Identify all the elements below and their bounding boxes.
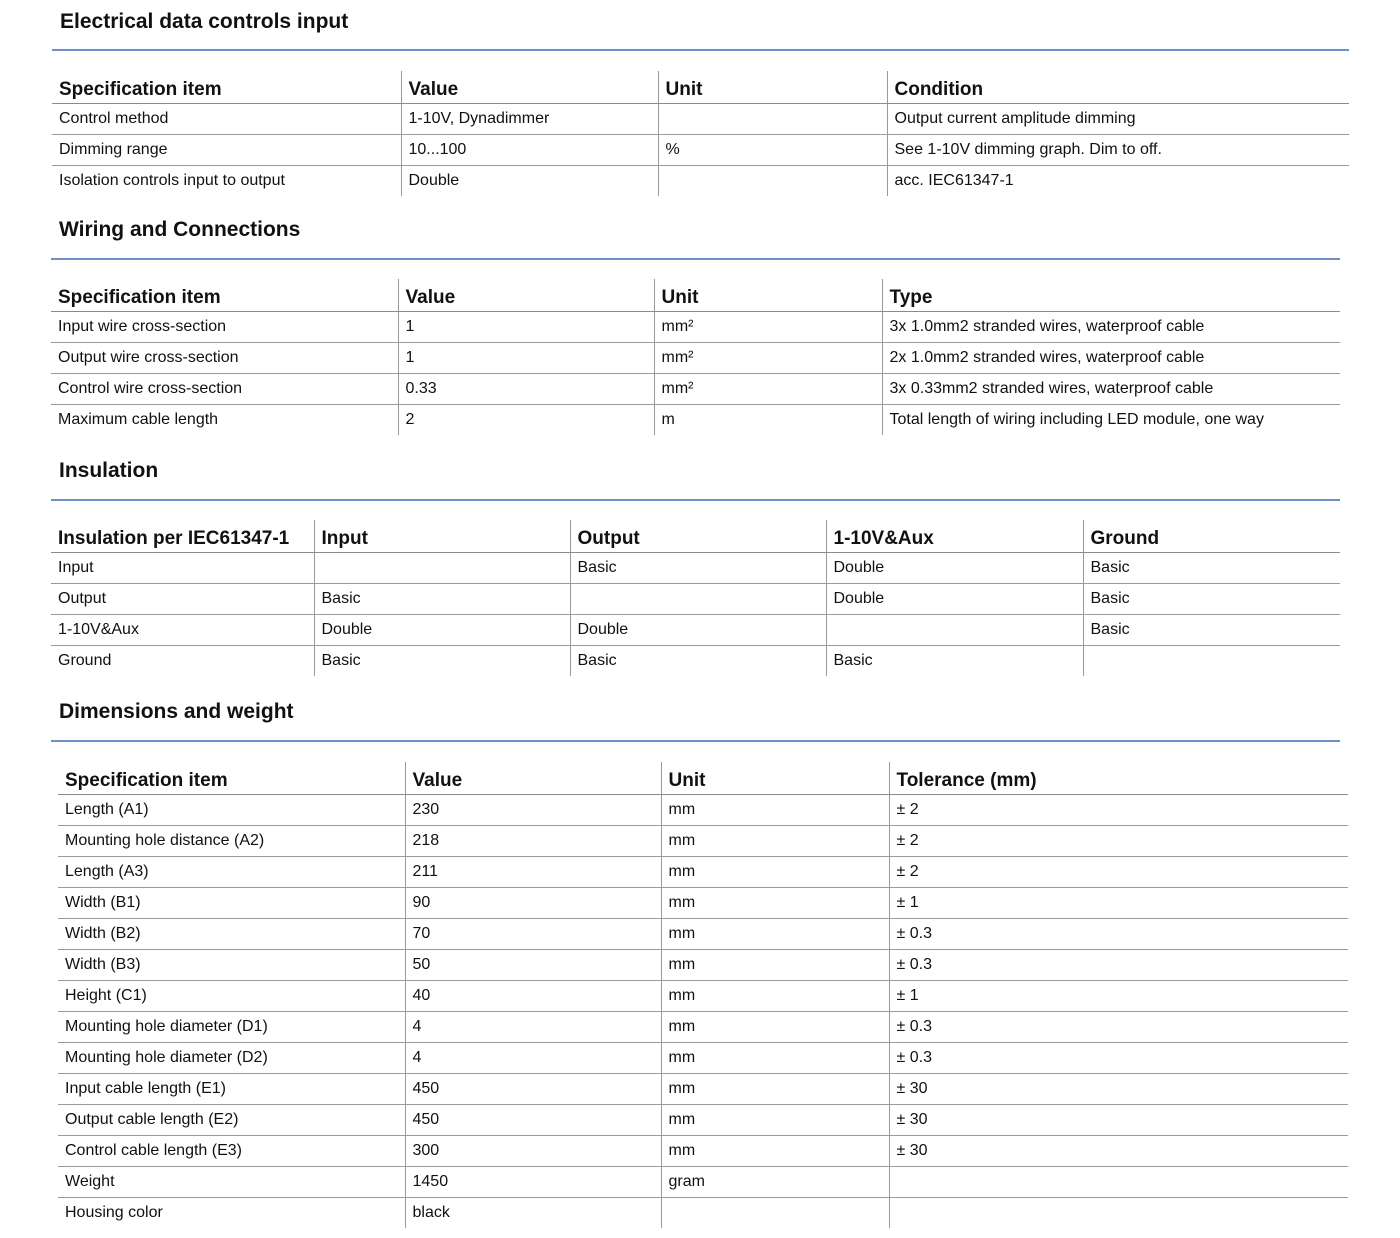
table-cell: 4 bbox=[405, 1043, 661, 1074]
table-header-row bbox=[58, 762, 1348, 795]
section-title: Insulation bbox=[59, 459, 159, 482]
column-header: Specification item bbox=[51, 279, 398, 312]
table-row bbox=[58, 1167, 1348, 1198]
table-cell: 4 bbox=[405, 1012, 661, 1043]
table-cell: acc. IEC61347-1 bbox=[887, 166, 1349, 197]
table-cell: mm bbox=[661, 1074, 889, 1105]
table-cell: mm² bbox=[654, 312, 882, 343]
table-cell: ± 2 bbox=[889, 795, 1348, 826]
column-header: 1-10V&Aux bbox=[826, 520, 1083, 553]
table-cell bbox=[889, 1198, 1348, 1229]
table-cell bbox=[826, 615, 1083, 646]
table-row bbox=[58, 950, 1348, 981]
table-cell: Mounting hole diameter (D1) bbox=[58, 1012, 405, 1043]
table-cell: % bbox=[658, 135, 887, 166]
column-header: Specification item bbox=[52, 71, 401, 104]
table-cell: Maximum cable length bbox=[58, 411, 219, 428]
table-cell bbox=[314, 553, 570, 584]
insulation-table bbox=[51, 520, 1340, 676]
column-header: Ground bbox=[1083, 520, 1340, 553]
section-divider bbox=[51, 499, 1340, 501]
section-divider bbox=[51, 258, 1340, 260]
table-cell: Total length of wiring including LED module, one way bbox=[882, 405, 1340, 436]
column-header: Type bbox=[882, 279, 1340, 312]
table-cell: Dimming range bbox=[52, 135, 401, 166]
table-cell: 3x 1.0mm2 stranded wires, waterproof cable bbox=[882, 312, 1340, 343]
table-cell: ± 0.3 bbox=[889, 1012, 1348, 1043]
table-cell: mm bbox=[661, 1105, 889, 1136]
column-header: Unit bbox=[654, 279, 882, 312]
table-cell: gram bbox=[661, 1167, 889, 1198]
table-cell: Output bbox=[51, 584, 314, 615]
table-cell: Length (A3) bbox=[58, 857, 405, 888]
section-divider bbox=[51, 740, 1340, 742]
table-cell: mm bbox=[661, 857, 889, 888]
column-header: Output bbox=[570, 520, 826, 553]
table-cell: 450 bbox=[405, 1074, 661, 1105]
section-title: Wiring and Connections bbox=[59, 218, 301, 241]
table-cell: Basic bbox=[570, 553, 826, 584]
table-cell: Control method bbox=[52, 104, 401, 135]
table-cell: 40 bbox=[405, 981, 661, 1012]
table-cell: ± 2 bbox=[889, 826, 1348, 857]
table-cell: Control wire cross-section bbox=[51, 374, 398, 405]
table-cell: 450 bbox=[405, 1105, 661, 1136]
table-row bbox=[51, 584, 1340, 615]
table-header-row bbox=[51, 279, 1340, 312]
column-header: Tolerance (mm) bbox=[889, 762, 1348, 795]
table-cell: Basic bbox=[826, 646, 1083, 677]
table-cell: mm bbox=[661, 826, 889, 857]
table-row bbox=[58, 826, 1348, 857]
table-cell: Length (A1) bbox=[58, 795, 405, 826]
table-cell: Double bbox=[826, 584, 1083, 615]
table-cell: mm bbox=[661, 888, 889, 919]
table-cell: Ground bbox=[58, 652, 112, 669]
table-row bbox=[58, 795, 1348, 826]
column-header: Condition bbox=[887, 71, 1349, 104]
table-cell: 211 bbox=[405, 857, 661, 888]
table-cell: mm bbox=[661, 1012, 889, 1043]
table-cell: Double bbox=[826, 553, 1083, 584]
column-header: Value bbox=[405, 762, 661, 795]
table-cell: mm² bbox=[654, 343, 882, 374]
table-cell: Double bbox=[314, 615, 570, 646]
table-cell: Basic bbox=[570, 646, 826, 677]
table-cell: m bbox=[654, 405, 882, 436]
table-cell: Housing color bbox=[65, 1204, 163, 1221]
table-cell: ± 0.3 bbox=[889, 950, 1348, 981]
table-cell: mm bbox=[661, 950, 889, 981]
table-cell: 10...100 bbox=[401, 135, 658, 166]
column-header: Unit bbox=[661, 762, 889, 795]
table-cell: 1-10V&Aux bbox=[51, 615, 314, 646]
table-cell: 218 bbox=[405, 826, 661, 857]
table-cell: mm² bbox=[654, 374, 882, 405]
table-row bbox=[51, 374, 1340, 405]
table-row bbox=[51, 312, 1340, 343]
table-cell: 1 bbox=[398, 312, 654, 343]
table-cell: ± 0.3 bbox=[889, 1043, 1348, 1074]
table-row bbox=[58, 1105, 1348, 1136]
table-cell: Basic bbox=[314, 584, 570, 615]
table-cell: Control cable length (E3) bbox=[58, 1136, 405, 1167]
table-row bbox=[58, 857, 1348, 888]
column-header: Unit bbox=[658, 71, 887, 104]
table-cell bbox=[658, 104, 887, 135]
table-cell: Mounting hole diameter (D2) bbox=[58, 1043, 405, 1074]
table-row bbox=[51, 405, 1340, 436]
table-cell: 2x 1.0mm2 stranded wires, waterproof cable bbox=[882, 343, 1340, 374]
table-row bbox=[58, 919, 1348, 950]
table-row bbox=[58, 1198, 1348, 1229]
section-divider bbox=[52, 49, 1349, 51]
table-cell: Input wire cross-section bbox=[51, 312, 398, 343]
table-cell: Width (B1) bbox=[58, 888, 405, 919]
table-cell: Double bbox=[570, 615, 826, 646]
column-header: Specification item bbox=[58, 762, 405, 795]
table-row bbox=[52, 135, 1349, 166]
table-cell: mm bbox=[661, 981, 889, 1012]
spec-table bbox=[58, 762, 1348, 1228]
table-cell bbox=[889, 1167, 1348, 1198]
column-header: Input bbox=[314, 520, 570, 553]
table-row bbox=[52, 166, 1349, 197]
table-cell: Height (C1) bbox=[58, 981, 405, 1012]
table-cell: Basic bbox=[1083, 615, 1340, 646]
table-cell: See 1-10V dimming graph. Dim to off. bbox=[887, 135, 1349, 166]
table-cell: Width (B2) bbox=[58, 919, 405, 950]
table-row bbox=[58, 888, 1348, 919]
table-cell: Basic bbox=[1083, 553, 1340, 584]
table-cell: Output current amplitude dimming bbox=[887, 104, 1349, 135]
column-header: Value bbox=[398, 279, 654, 312]
table-cell: 230 bbox=[405, 795, 661, 826]
table-header-row bbox=[51, 520, 1340, 553]
table-row bbox=[58, 1074, 1348, 1105]
table-cell: 90 bbox=[405, 888, 661, 919]
table-cell: 1-10V, Dynadimmer bbox=[401, 104, 658, 135]
spec-table bbox=[52, 71, 1349, 196]
table-cell: ± 0.3 bbox=[889, 919, 1348, 950]
table-row bbox=[51, 343, 1340, 374]
table-cell: Input cable length (E1) bbox=[58, 1074, 405, 1105]
table-cell: mm bbox=[661, 795, 889, 826]
table-cell: 0.33 bbox=[398, 374, 654, 405]
table-cell: Input bbox=[51, 553, 314, 584]
section-title: Electrical data controls input bbox=[60, 10, 349, 33]
table-cell: black bbox=[405, 1198, 661, 1229]
table-cell: ± 1 bbox=[889, 888, 1348, 919]
table-cell: Isolation controls input to output bbox=[59, 172, 285, 189]
table-cell: Weight bbox=[58, 1167, 405, 1198]
table-cell: Basic bbox=[1083, 584, 1340, 615]
table-row bbox=[58, 1012, 1348, 1043]
table-cell: Width (B3) bbox=[58, 950, 405, 981]
table-row bbox=[52, 104, 1349, 135]
table-cell: Output wire cross-section bbox=[51, 343, 398, 374]
table-cell: Output cable length (E2) bbox=[58, 1105, 405, 1136]
table-row bbox=[51, 615, 1340, 646]
table-cell: 300 bbox=[405, 1136, 661, 1167]
table-cell: 50 bbox=[405, 950, 661, 981]
table-cell: 70 bbox=[405, 919, 661, 950]
table-cell: 1 bbox=[398, 343, 654, 374]
table-row bbox=[51, 646, 1340, 677]
table-cell: ± 30 bbox=[889, 1105, 1348, 1136]
table-cell bbox=[570, 584, 826, 615]
table-row bbox=[58, 1136, 1348, 1167]
table-cell: 2 bbox=[398, 405, 654, 436]
spec-table bbox=[51, 279, 1340, 435]
table-cell: ± 1 bbox=[889, 981, 1348, 1012]
table-row bbox=[58, 981, 1348, 1012]
table-cell: Basic bbox=[314, 646, 570, 677]
table-row bbox=[51, 553, 1340, 584]
table-cell: mm bbox=[661, 1136, 889, 1167]
table-row bbox=[58, 1043, 1348, 1074]
table-cell bbox=[661, 1198, 889, 1229]
table-cell: mm bbox=[661, 1043, 889, 1074]
column-header: Value bbox=[401, 71, 658, 104]
table-cell: ± 30 bbox=[889, 1136, 1348, 1167]
table-cell: ± 2 bbox=[889, 857, 1348, 888]
column-header: Insulation per IEC61347-1 bbox=[51, 520, 314, 553]
table-cell: 3x 0.33mm2 stranded wires, waterproof cable bbox=[882, 374, 1340, 405]
table-cell bbox=[1083, 646, 1340, 677]
table-cell bbox=[658, 166, 887, 197]
table-cell: Mounting hole distance (A2) bbox=[58, 826, 405, 857]
section-title: Dimensions and weight bbox=[59, 700, 294, 723]
table-cell: ± 30 bbox=[889, 1074, 1348, 1105]
table-cell: Double bbox=[401, 166, 658, 197]
table-cell: 1450 bbox=[405, 1167, 661, 1198]
table-header-row bbox=[52, 71, 1349, 104]
table-cell: mm bbox=[661, 919, 889, 950]
